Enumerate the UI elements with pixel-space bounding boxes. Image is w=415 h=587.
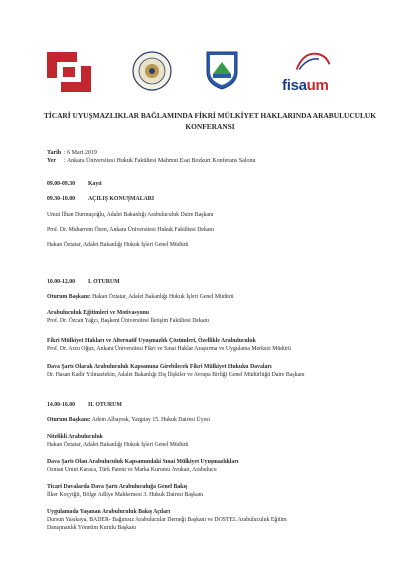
session2-time: 14.00-16.00 — [47, 402, 76, 408]
talk-speaker: İlker Koçyiğit, Bölge Adliye Mahkemesi 3. Hukuk Dairesi Başkanı — [47, 492, 204, 498]
date-row — [47, 149, 97, 157]
chair-name: Adem Albayrak, Yargıtay 15. Hukuk Dairesi Üyesi — [90, 417, 211, 423]
date-value: : 6 Mart 2019 — [64, 150, 97, 156]
registration-row — [47, 181, 102, 188]
session1-chair — [47, 294, 234, 301]
session1-label: I. OTURUM — [88, 279, 120, 285]
chair-label: Oturum Başkanı: — [47, 294, 91, 300]
session1-header — [47, 279, 120, 286]
chair-name: Hakan Öztatar, Adalet Bakanlığı Hukuk İşleri Genel Müdürü — [90, 294, 234, 300]
talk-title: Uygulamada Yaşanan Arabuluculuk Bakış Açıları — [47, 509, 171, 515]
talk-speaker: Hakan Öztatar, Adalet Bakanlığı Hukuk İşleri Genel Müdürü — [47, 442, 189, 448]
talk-title: Ticari Davalarda Dava Şartı Arabuluculuğa Genel Bakış — [47, 484, 188, 490]
red-square-logo — [47, 52, 91, 92]
session2-header — [47, 402, 122, 409]
talk-speaker: Dr. Hasan Kadir Yılmaztekin, Adalet Bakanlığı Dış İlişkiler ve Avrupa Birliği Genel Müdürlüğü Daire Başkanı — [47, 372, 305, 378]
document-title — [40, 110, 380, 132]
talk-title: Arabuluculuk Eğitimleri ve Motivasyonu — [47, 310, 149, 316]
fisaum-logo — [278, 48, 348, 96]
place-value: : Ankara Üniversitesi Hukuk Fakültesi Mahmut Esat Bozkurt Konferans Salonu — [64, 158, 256, 164]
chair-label: Oturum Başkanı: — [47, 417, 91, 423]
talk-title: Nitelikli Arabuluculuk — [47, 434, 103, 440]
talk-speaker-continued: Danışmanlık Yönetim Kurulu Başkanı — [47, 525, 137, 531]
university-seal-logo — [132, 51, 172, 91]
logo-bar — [0, 48, 415, 98]
talk-title: Fikri Mülkiyet Hakları ve Alternatif Uyuşmazlık Çözümleri, Özellikle Arabuluculuk — [47, 338, 256, 344]
opening-row — [47, 196, 154, 203]
talk-speaker: Prof. Dr. Arzu Oğuz, Ankara Üniversitesi Fikri ve Sınai Haklar Araştırma ve Uygulama Merkezi Müdürü — [47, 346, 291, 352]
registration-time: 09.00-09.30 — [47, 181, 76, 187]
opening-speaker: Umut İlhan Durmuşoğlu, Adalet Bakanlığı Arabuluculuk Daire Başkanı — [47, 212, 214, 218]
registration-label: Kayıt — [88, 181, 102, 187]
date-label: Tarih — [47, 150, 62, 156]
opening-time: 09.30-10.00 — [47, 196, 76, 202]
opening-label: AÇILIŞ KONUŞMALARI — [88, 196, 155, 202]
session1-time: 10.00-12.00 — [47, 279, 76, 285]
session2-chair — [47, 417, 210, 424]
talk-speaker: Dursun Yasıkaya, BADER- Bağımsız Arabulucular Derneği Başkanı ve DOSTEL Arabuluculuk Eğitim — [47, 517, 287, 523]
opening-speaker: Hakan Öztatar, Adalet Bakanlığı Hukuk İşleri Genel Müdürü — [47, 242, 189, 248]
session2-label: II. OTURUM — [88, 402, 122, 408]
title-line-1: TİCARİ UYUŞMAZLIKLAR BAĞLAMINDA FİKRİ MÜLKİYET HAKLARINDA ARABULUCULUK — [43, 111, 377, 120]
opening-speaker: Prof. Dr. Muharrem Özen, Ankara Üniversitesi Hukuk Fakültesi Dekanı — [47, 227, 214, 233]
fisaum-mark-icon — [290, 50, 336, 72]
talk-title: Dava Şartı Olarak Arabuluculuk Kapsamına Girebilecek Fikri Mülkiyet Hukuku Davaları — [47, 364, 272, 370]
talk-speaker: Osman Umut Karaca, Türk Patent ve Marka Kurumu Avukatı, Arabulucu — [47, 467, 217, 473]
title-line-2: KONFERANSI — [185, 122, 235, 131]
place-row — [47, 157, 255, 165]
talk-title: Dava Şartı Olan Arabuluculuk Kapsamındaki Sınai Mülkiyet Uyuşmazlıkları — [47, 459, 239, 465]
place-label: Yer — [47, 158, 56, 164]
fisaum-wordmark: fisaum — [282, 77, 329, 94]
talk-speaker: Prof. Dr. Özcan Yağcı, Başkent Üniversitesi İletişim Fakültesi Dekanı — [47, 318, 209, 324]
shield-emblem-logo — [205, 50, 239, 90]
